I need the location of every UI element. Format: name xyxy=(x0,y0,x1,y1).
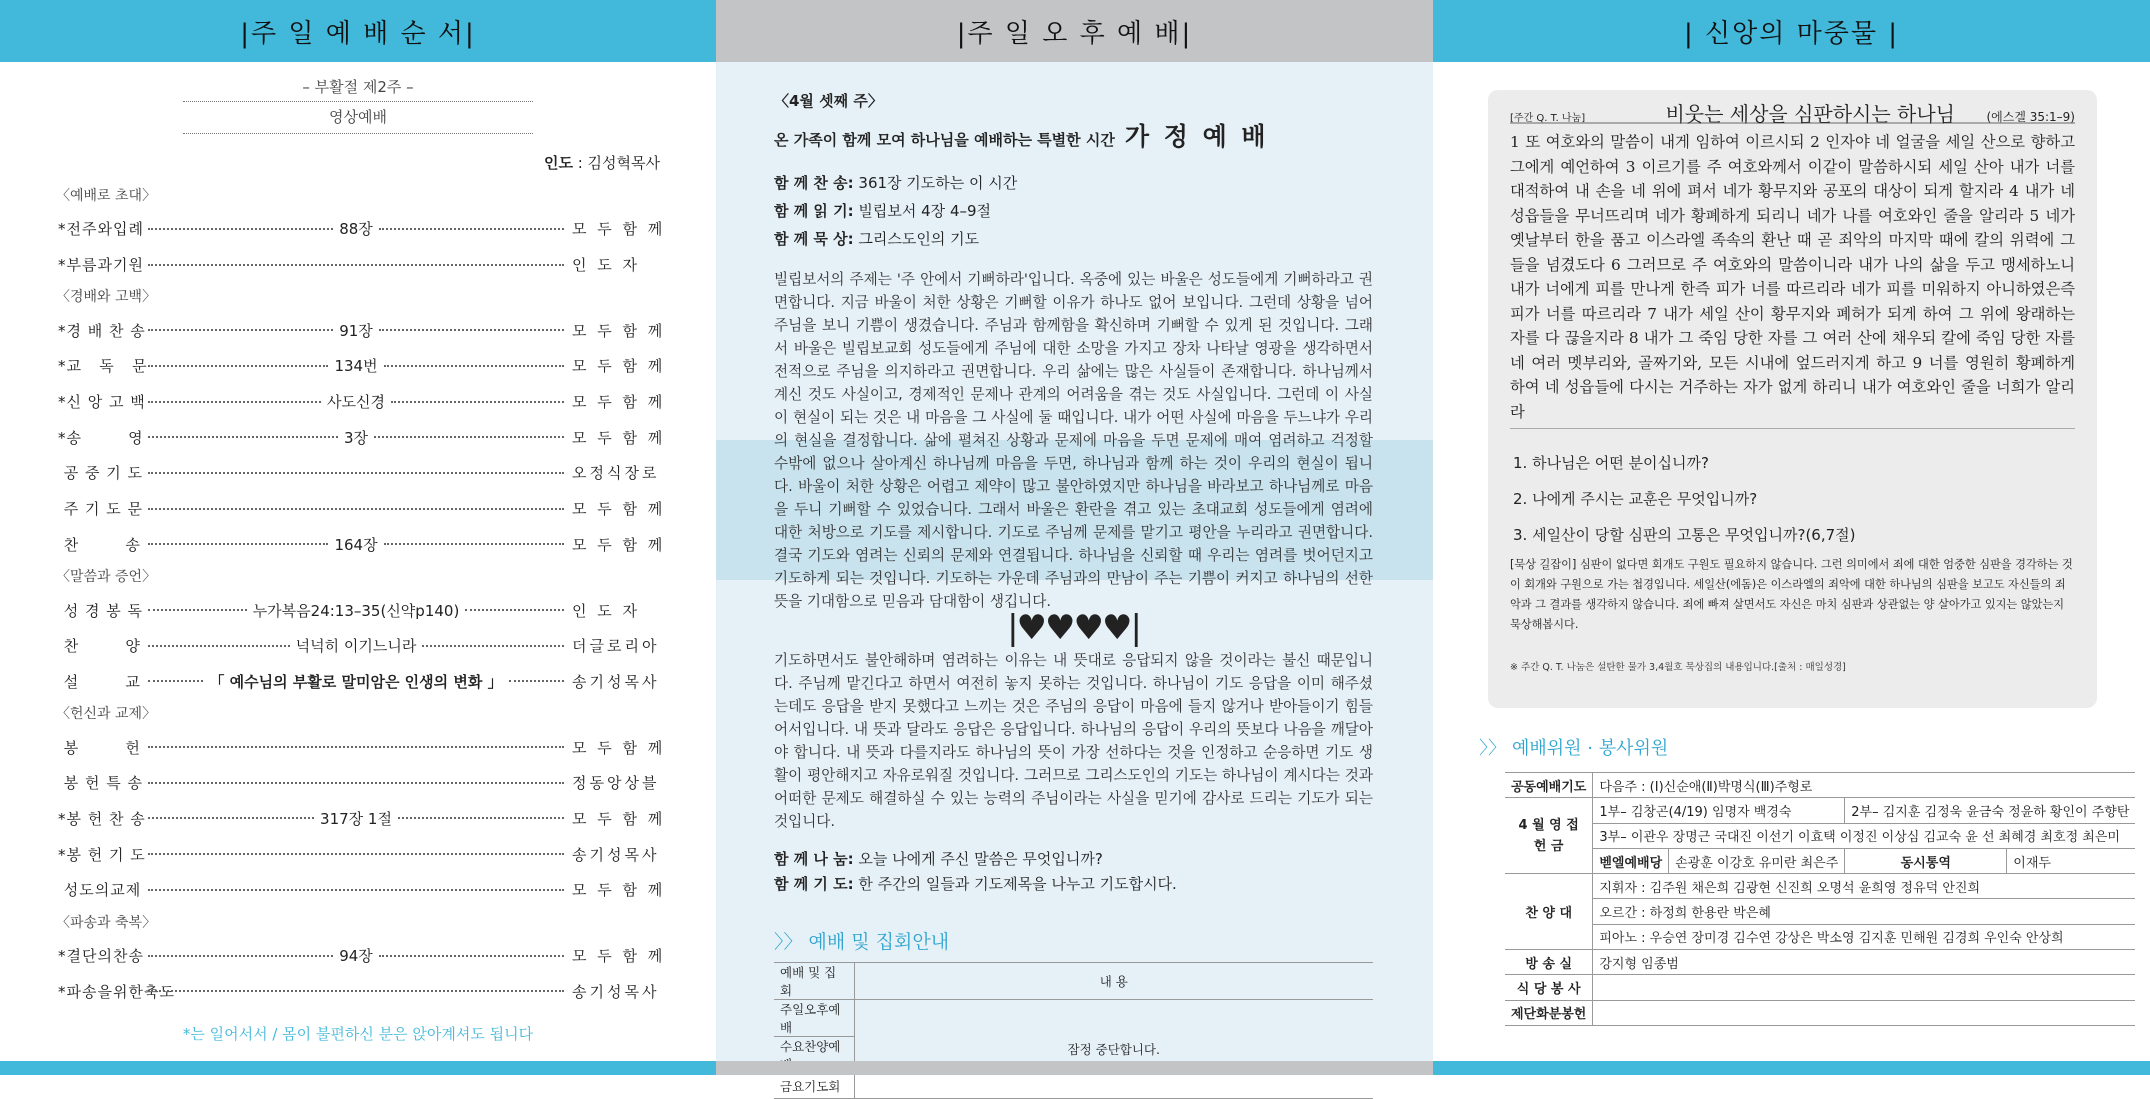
worship-order-column xyxy=(0,0,716,1075)
source-note: ※ 주간 Q. T. 나눔은 설탄한 물가 3,4월호 묵상집의 내용입니다.[출처 : 매일성경] xyxy=(1510,662,1846,673)
order-item-name: *교 독 문 xyxy=(58,357,148,376)
detail-value: 361장 기도하는 이 시간 xyxy=(853,174,1018,192)
order-item-person: 송기성목사 xyxy=(572,845,660,864)
qt-header xyxy=(1510,90,2075,124)
footer-bar xyxy=(0,1061,716,1075)
detail-key: 함 께 나 눔: xyxy=(774,850,854,868)
order-item-name: *송 영 xyxy=(58,428,144,447)
row-header: 식 당 봉 사 xyxy=(1505,975,1593,1000)
intro-text: 온 가족이 함께 모여 하나님을 예배하는 특별한 시간 xyxy=(774,131,1115,149)
afternoon-worship-title: |주 일 오 후 예 배| xyxy=(716,0,1433,62)
detail-key: 함 께 기 도: xyxy=(774,875,854,893)
leader-label: 인도 xyxy=(543,154,573,172)
order-item-detail: 94장 xyxy=(339,947,373,966)
detail-prayer xyxy=(774,872,1373,897)
afternoon-worship-column xyxy=(716,0,1433,1094)
row-header: 제단화분봉헌 xyxy=(1505,1000,1593,1025)
question-item: 1. 하나님은 어떤 분이십니까? xyxy=(1513,454,1709,472)
dotted-leader xyxy=(148,600,564,621)
order-row xyxy=(58,801,666,837)
order-item-person: 인 도 자 xyxy=(572,256,641,275)
meetings-section-heading xyxy=(774,927,1373,954)
order-item-person: 모 두 함 께 xyxy=(572,881,666,900)
intro-line xyxy=(774,117,1373,153)
qt-reference: (에스겔 35:1–9) xyxy=(1986,110,2075,124)
order-item-name: 찬 송 xyxy=(58,535,141,554)
question-item: 2. 나에게 주시는 교훈은 무엇입니까? xyxy=(1513,490,1758,508)
table-cell: 강지형 임종범 xyxy=(1593,950,2136,975)
order-row xyxy=(58,765,658,801)
table-header: 내 용 xyxy=(854,963,1373,1000)
week-label: 〈4월 셋째 주〉 xyxy=(774,92,883,110)
order-item-person: 모 두 함 께 xyxy=(572,428,666,447)
order-item-name: 공 중 기 도 xyxy=(58,464,144,483)
table-row xyxy=(1505,899,2135,924)
order-item-person: 모 두 함 께 xyxy=(572,809,666,828)
table-cell: 오르간 : 하정희 한용란 박은혜 xyxy=(1593,899,2136,924)
order-item-name: 봉 헌 xyxy=(58,738,141,757)
detail-key: 함 께 찬 송: xyxy=(774,174,854,192)
faith-column xyxy=(1433,0,2150,1075)
table-cell: 주일오후예배 xyxy=(774,1000,854,1037)
service-type: 영상예배 xyxy=(183,101,533,134)
volunteers-section-heading xyxy=(1479,734,2150,760)
table-cell: 잠정 중단합니다. xyxy=(854,1000,1373,1099)
order-row xyxy=(58,247,658,283)
season-subtitle xyxy=(0,76,716,134)
order-item-detail: 사도신경 xyxy=(327,393,385,412)
order-item-name: *봉 헌 기 도 xyxy=(58,845,146,864)
table-row xyxy=(1505,924,2135,949)
order-item-detail: 「 예수님의 부활로 말미암은 인생의 변화 」 xyxy=(209,672,503,691)
detail-value: 오늘 나에게 주신 말씀은 무엇입니까? xyxy=(853,850,1103,868)
leader-line xyxy=(0,152,660,173)
volunteers-table xyxy=(1505,772,2135,1026)
faith-title: | 신앙의 마중물 | xyxy=(1433,0,2150,62)
dotted-leader xyxy=(148,889,564,891)
table-cell: 이재두 xyxy=(2007,848,2136,873)
table-cell: 손광훈 이강호 유미란 최은주 xyxy=(1669,848,1845,873)
order-row xyxy=(58,455,658,491)
detail-reading xyxy=(774,199,1373,224)
order-item-person: 모 두 함 께 xyxy=(572,500,666,519)
order-row xyxy=(58,938,666,974)
worship-details xyxy=(774,171,1373,252)
order-row xyxy=(58,527,666,563)
double-chevron-icon: 〉〉 xyxy=(774,931,803,953)
worship-order-title: |주 일 예 배 순 서| xyxy=(0,0,716,62)
dotted-leader xyxy=(148,945,564,966)
dotted-leader xyxy=(148,391,564,412)
order-item-detail: 164장 xyxy=(334,535,378,554)
order-item-detail: 134번 xyxy=(334,357,378,376)
detail-hymn xyxy=(774,171,1373,196)
dotted-leader xyxy=(148,635,564,656)
table-cell: 피아노 : 우승연 장미경 김수연 강상은 박소영 김지훈 민해원 김경희 우인숙 안상희 xyxy=(1593,924,2136,949)
qt-title: 비웃는 세상을 심판하시는 하나님 xyxy=(1665,102,1955,126)
dotted-leader xyxy=(148,671,564,692)
table-cell: 2부– 김지훈 김정욱 윤금숙 정윤하 황인이 주향탄 xyxy=(1845,798,2136,823)
family-worship xyxy=(716,62,1433,1099)
order-item-detail: 88장 xyxy=(339,220,373,239)
order-section-label: 〈파송과 축복〉 xyxy=(56,914,157,931)
order-item-person: 송기성목사 xyxy=(572,672,660,691)
sermon-paragraph-1: 빌립보서의 주제는 '주 안에서 기뻐하라'입니다. 옥중에 있는 바울은 성도들에게 기뻐하라고 권면합니다. 지금 바울이 처한 상황은 기뻐할 이유가 하나도 없어 보입니다. 그런데 상황을 넘어 주님을 보니 기쁨이 생겼습니다. 주님과 함께함을 확신하며 기뻐할 수 있게 된 것입니다. 그래서 바울은 빌립보교회 성도들에게 주님에 대한 소망을 가지고 장차 나타날 영광을 생각하면서 전적으로 주님을 의지하라고 권면합니다. 우리 삶에는 많은 사실들이 존재합니다. 하나님께서 계신 것도 사실이고, 경제적인 문제나 관계의 어려움을 겪는 것도 사실입니다. 그런데 이 사실이 현실이 되는 것은 내 마음을 그 사실에 둘 때입니다. 내가 어떤 사실에 마음을 두느냐가 우리의 현실을 결정합니다. 삶에 펼쳐진 상황과 문제에 마음을 두면 문제에 매여 염려하고 걱정할 수밖에 없으나 살아계신 하나님께 마음을 두면, 하나님과 함께 하는 것이 우리의 현실이 됩니다. 바울이 처한 상황은 어렵고 제약이 많고 불안하였지만 하나님을 바라보고 하나님께로 마음을 두니 기뻐할 수 있었습니다. 그래서 바울은 환란을 겪고 있는 초대교회 성도들에게 염려에 대한 처방으로 기도를 제시합니다. 기도로 주님께 문제를 맡기고 평안을 누리라고 권면합니다. 결국 기도와 염려는 신뢰의 문제와 연결됩니다. 하나님을 신뢰할 때 우리는 염려를 벗어던지고 기도하게 되는 것입니다. 기도하는 가운데 주님과의 만남이 주는 기쁨이 커지고 하나님의 선한 뜻을 기대함으로 믿음과 담대함이 생깁니다. xyxy=(774,271,1373,610)
dotted-leader xyxy=(148,427,564,448)
row-header: 4 월 영 접 헌 금 xyxy=(1505,798,1593,874)
dotted-leader xyxy=(148,508,564,510)
row-header: 공동예배기도 xyxy=(1505,773,1593,798)
detail-value: 그리스도인의 기도 xyxy=(853,230,980,248)
table-cell: 3부– 이관우 장명근 국대진 이선기 이효택 이정진 이상심 김교숙 윤 선 최혜경 최호정 최은미 xyxy=(1593,823,2136,848)
order-row xyxy=(58,592,658,628)
dotted-leader xyxy=(148,746,564,748)
dotted-leader xyxy=(148,534,564,555)
order-item-detail: 3장 xyxy=(343,428,369,447)
table-cell: 수요찬양예 xyxy=(774,1037,854,1074)
leader-name: : 김성혁목사 xyxy=(577,154,660,172)
order-item-detail: 317장 1절 xyxy=(320,809,392,828)
order-row xyxy=(58,729,666,765)
order-item-person: 모 두 함 께 xyxy=(572,738,666,757)
dotted-leader xyxy=(148,218,564,239)
table-cell: 다음주 : (Ⅰ)신순애(Ⅱ)박명식(Ⅲ)주형로 xyxy=(1593,773,2136,798)
table-cell: 지휘자 : 김주원 채은희 김광현 신진희 오명석 윤희영 정유덕 안진희 xyxy=(1593,874,2136,899)
order-item-detail: 91장 xyxy=(339,321,373,340)
order-row xyxy=(58,348,666,384)
dotted-leader xyxy=(148,355,564,376)
qt-tag: [주간 Q. T. 나눔] xyxy=(1510,113,1586,124)
row-header: 방 송 실 xyxy=(1505,950,1593,975)
table-cell: 1부– 김창곤(4/19) 임명자 백경숙 xyxy=(1593,798,1845,823)
order-item-person: 정동앙상블 xyxy=(572,774,660,793)
qt-box xyxy=(1488,90,2097,708)
question-list xyxy=(1510,445,2075,553)
order-section-label: 〈헌신과 교제〉 xyxy=(56,706,157,723)
detail-meditation xyxy=(774,227,1373,252)
order-row xyxy=(58,836,658,872)
order-item-name: 주 기 도 문 xyxy=(58,500,144,519)
table-row xyxy=(1505,773,2135,798)
order-item-person: 더글로리아 xyxy=(572,637,660,656)
sermon-paragraph-2: 기도하면서도 불안해하며 염려하는 이유는 내 뜻대로 응답되지 않을 것이라는 불신 때문입니다. 주님께 맡긴다고 하면서 여전히 놓지 못하는 것입니다. 하나님이 기도 응답을 이미 해주셨는데도 응답을 받지 못했다고 느끼는 것은 주님의 응답이 마음에 들지 않거나 받아들이기 힘들어서입니다. 내 뜻과 달라도 응답은 응답입니다. 하나님의 응답이 우리의 뜻보다 나음을 깨달아야 합니다. 내 뜻과 다를지라도 하나님의 뜻이 가장 선하다는 것을 인정하고 순응하면 기도 생활이 평안해지고 자유로워질 것입니다. 그러므로 그리스도인의 기도는 하나님이 계시다는 것과 어떠한 문제도 해결하실 수 있는 능력의 주님이라는 사실을 믿기에 감사로 드리는 기도가 되는 것입니다. xyxy=(774,652,1373,830)
family-worship-heading: 가 정 예 배 xyxy=(1124,122,1269,151)
order-section-label: 〈경배와 고백〉 xyxy=(56,289,157,306)
detail-key: 함 께 묵 상: xyxy=(774,230,854,248)
order-item-detail: 누가복음24:13–35(신약p140) xyxy=(252,601,460,620)
dotted-leader xyxy=(148,264,564,266)
order-item-person: 모 두 함 께 xyxy=(572,947,666,966)
order-item-person: 모 두 함 께 xyxy=(572,357,666,376)
order-row xyxy=(58,664,658,700)
footer-bar xyxy=(1433,1061,2150,1075)
table-row xyxy=(1505,798,2135,823)
table-cell xyxy=(1593,975,2136,1000)
order-item-name: 성 경 봉 독 xyxy=(58,601,144,620)
order-item-person: 오정식장로 xyxy=(572,464,660,483)
dotted-leader xyxy=(148,853,564,855)
order-list xyxy=(56,181,666,1009)
order-row xyxy=(58,419,666,455)
dotted-leader xyxy=(148,990,564,992)
table-row xyxy=(1505,823,2135,848)
order-item-name: *결단의찬송 xyxy=(58,947,144,966)
order-row xyxy=(58,872,666,908)
table-cell: 벧엘예배당 xyxy=(1593,848,1669,873)
footer-bar xyxy=(716,1061,1433,1075)
table-row xyxy=(774,1000,1373,1037)
order-item-name: *신 앙 고 백 xyxy=(58,393,146,412)
table-cell xyxy=(1593,1000,2136,1025)
dotted-leader xyxy=(148,320,564,341)
order-item-person: 모 두 함 께 xyxy=(572,393,666,412)
order-item-name: *부름과기원 xyxy=(58,256,144,275)
table-row xyxy=(1505,975,2135,1000)
order-item-person: 모 두 함 께 xyxy=(572,535,666,554)
order-item-name: *파송을위한축도 xyxy=(58,982,175,1001)
order-item-person: 송기성목사 xyxy=(572,982,660,1001)
section-label: 예배 및 집회안내 xyxy=(808,931,950,953)
table-cell: 동시통역 xyxy=(1845,848,2007,873)
table-row xyxy=(1505,950,2135,975)
dotted-leader xyxy=(148,472,564,474)
dotted-leader xyxy=(148,782,564,784)
scripture-text: 1 또 여호와의 말씀이 내게 임하여 이르시되 2 인자야 네 얼굴을 세일 산으로 향하고 그에게 예언하여 3 이르기를 주 여호와께서 이같이 말씀하시되 세일 산아 내가 너를 대적하여 내 손을 네 위에 펴서 네가 황무지와 공포의 대상이 되게 할지라 4 내가 네 성읍들을 무너뜨리며 네가 황폐하게 되리니 네가 나를 여호와인 줄을 알리라 5 네가 옛날부터 한을 품고 이스라엘 족속의 환난 때 곧 죄악의 마지막 때에 칼의 위력에 그들을 넘겼도다 6 그러므로 주 여호와의 말씀이니라 내가 나의 삶을 두고 맹세하노니 내가 너에게 피를 만나게 한즉 피가 너를 따르리라 네가 피를 미워하지 아니하였은즉 피가 너를 따르리라 7 내가 세일 산이 황무지와 폐허가 되게 하여 그 위에 왕래하는 자를 다 끊을지라 8 내가 그 죽임 당한 자를 그 여러 산에 채우되 칼에 죽임 당한 자를 네 여러 멧부리와, 골짜기와, 모든 시내에 엎드러지게 하고 9 너를 영원히 황폐하게 하여 네 성읍들에 다시는 거주하는 자가 없게 하리니 내가 여호와인 줄을 너희가 알리라 xyxy=(1510,130,2075,429)
order-item-name: *봉 헌 찬 송 xyxy=(58,809,146,828)
meditation-guide: [묵상 길잡이] 심판이 없다면 회개도 구원도 필요하지 않습니다. 그런 의미에서 죄에 대한 엄중한 심판을 경각하는 것이 회개와 구원으로 가는 첩경입니다. 세일산(에돔)은 이스라엘의 죄악에 대한 하나님의 심판을 보고도 자신들의 죄악과 그 결과를 생각하지 않습니다. 죄에 빠져 살면서도 자신은 마치 심판과 상관없는 양 살아가고 있지는 않았는지 묵상해봅시다. xyxy=(1510,558,2073,631)
table-cell: 금요기도회 xyxy=(774,1074,854,1099)
season-label: – 부활절 제2주 – xyxy=(302,78,414,96)
row-header: 찬 양 대 xyxy=(1505,874,1593,950)
detail-value: 한 주간의 일들과 기도제목을 나누고 기도합시다. xyxy=(853,875,1177,893)
order-item-name: 설 교 xyxy=(58,672,141,691)
meetings-table xyxy=(774,962,1373,1099)
order-row xyxy=(58,312,666,348)
order-item-name: *경 배 찬 송 xyxy=(58,321,146,340)
dotted-leader xyxy=(148,808,564,829)
order-item-person: 인 도 자 xyxy=(572,601,641,620)
order-row xyxy=(58,628,658,664)
closing-details xyxy=(774,847,1373,897)
hearts-divider-icon: |♥♥♥♥| xyxy=(1007,608,1140,648)
order-section-label: 〈말씀과 증언〉 xyxy=(56,569,157,586)
order-row xyxy=(58,973,658,1009)
table-row xyxy=(1505,848,2135,873)
table-header-row xyxy=(774,963,1373,1000)
detail-sharing xyxy=(774,847,1373,872)
order-item-name: 찬 양 xyxy=(58,637,141,656)
order-item-name: 봉 헌 특 송 xyxy=(58,774,144,793)
table-header: 예배 및 집회 xyxy=(774,963,854,1000)
order-item-person: 모 두 함 께 xyxy=(572,220,666,239)
table-row xyxy=(1505,1000,2135,1025)
table-row xyxy=(1505,874,2135,899)
order-item-name: 성도의교제 xyxy=(58,881,142,900)
order-section-label: 〈예배로 초대〉 xyxy=(56,188,157,204)
question-item: 3. 세일산이 당할 심판의 고통은 무엇입니까?(6,7절) xyxy=(1513,526,1856,544)
standing-note: *는 일어서서 / 몸이 불편하신 분은 앉아계셔도 됩니다 xyxy=(182,1025,534,1044)
detail-key: 함 께 읽 기: xyxy=(774,202,854,220)
order-item-name: *전주와입례 xyxy=(58,220,144,239)
order-row xyxy=(58,384,666,420)
order-row xyxy=(58,211,666,247)
double-chevron-icon: 〉〉 xyxy=(1479,738,1506,759)
order-item-person: 모 두 함 께 xyxy=(572,321,666,340)
order-row xyxy=(58,491,666,527)
detail-value: 빌립보서 4장 4–9절 xyxy=(853,202,992,220)
section-label: 예배위원 · 봉사위원 xyxy=(1512,738,1669,759)
order-item-detail: 넉넉히 이기느니라 xyxy=(295,637,417,656)
